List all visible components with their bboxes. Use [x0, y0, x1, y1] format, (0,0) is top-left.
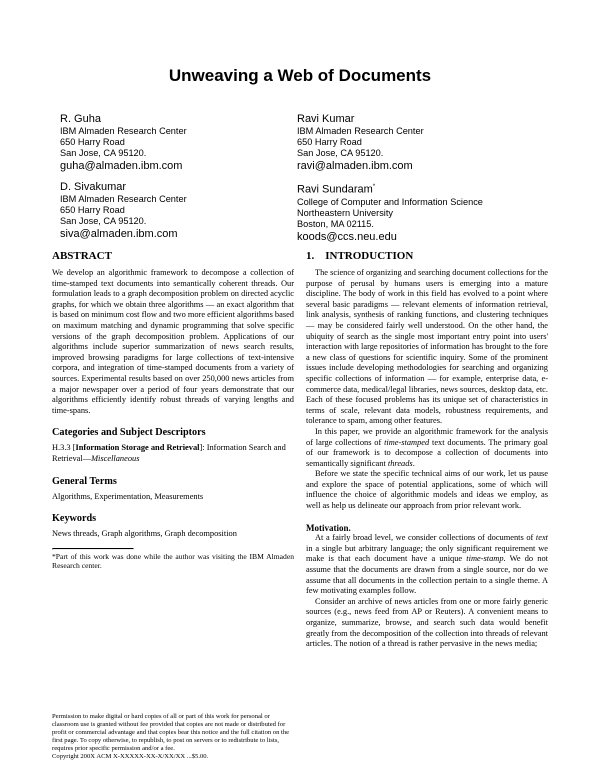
- general-terms-heading: General Terms: [52, 475, 117, 487]
- category-code: H.3.3 [: [52, 443, 76, 453]
- keywords-text: News threads, Graph algorithms, Graph decomposition: [52, 529, 237, 539]
- author-city: San Jose, CA 95120.: [297, 148, 384, 158]
- author-block-1: [60, 113, 300, 173]
- keywords-heading: Keywords: [52, 513, 97, 525]
- author-name: D. Sivakumar: [60, 181, 127, 193]
- permission-text: Permission to make digital or hard copies of all or part of this work for personal or classroom use is granted without fee provided that copies are not made or distributed for profit or commercial advantage and that copies bear this notice and the full citation on the first page. To copy otherwise, to republish, to post on servers or to redistribute to lists, requires prior specific permission and/or a fee.: [52, 713, 290, 753]
- author-affiliation: IBM Almaden Research Center: [297, 126, 424, 136]
- author-name: R. Guha: [60, 113, 101, 125]
- author-affiliation: College of Computer and Information Science: [297, 196, 483, 207]
- author-email[interactable]: ravi@almaden.ibm.com: [297, 160, 413, 172]
- text-run: In this paper, we provide an algorithmic framework for the analysis of large collections of: [306, 426, 548, 447]
- author-name: [297, 181, 537, 197]
- category-italic: Miscellaneous: [91, 453, 140, 463]
- right-column: [306, 250, 548, 650]
- text-run: in a single but arbitrary language; the only significant requirement we make is that each document have a unique: [306, 543, 548, 564]
- footnote: *Part of this work was done while the author was visiting the IBM Almaden Research center.: [52, 551, 294, 570]
- text-run: At a fairly broad level, we consider collections of documents of: [315, 533, 536, 543]
- motivation-paragraph-2: Consider an archive of news articles from one or more fairly generic sources (e.g., news feed from AP or Reuters). A convenient means to organize, summarize, browse, and search such data would benefit greatly from the decomposition of the collection into threads of relevant articles. The notion of a thread is rather pervasive in the news media;: [306, 596, 548, 649]
- author-block-2: [297, 113, 537, 173]
- text-run-italic: text: [535, 533, 548, 543]
- text-run-italic: time-stamped: [384, 437, 430, 447]
- copyright-text: Copyright 200X ACM X-XXXXX-XX-X/XX/XX ...$5.00.: [52, 753, 209, 761]
- author-address: 650 Harry Road: [297, 137, 362, 147]
- author-email[interactable]: siva@almaden.ibm.com: [60, 228, 178, 240]
- abstract-text: We develop an algorithmic framework to decompose a collection of time-stamped text documents into semantically coherent threads. Our formulation leads to a graph decomposition problem on directed acyclic graphs, for which we obtain three algorithms — an exact algorithm that is based on minimum cost flow and two more efficient algorithms based on maximum matching and dynamic programming that solve specific versions of the graph decomposition problem. Applications of our algorithms include superior summarization of news search results, improved browsing paradigms for large collections of text-intensive corpora, and integration of time-stamped documents from a variety of sources. Experimental results based on over 250,000 news articles from a major newspaper over a period of four years demonstrate that our algorithms efficiently identify robust threads of varying lengths and time-spans.: [52, 268, 294, 415]
- author-address: 650 Harry Road: [60, 137, 125, 147]
- text-run-italic: threads: [387, 458, 413, 468]
- author-city: Boston, MA 02115.: [297, 218, 374, 229]
- intro-paragraph-3: Before we state the specific technical aims of our work, let us pause and explore the space of potential applications, some of which will influence the choice of algorithmic models and ideas we employ, as well as help us delineate our approach from prior relevant work.: [306, 469, 548, 511]
- author-city: San Jose, CA 95120.: [60, 216, 147, 226]
- permission-notice: [52, 713, 294, 762]
- author-affiliation: IBM Almaden Research Center: [60, 126, 187, 136]
- text-run: text documents. The primary goal of our framework is to decompose a collection of documents into semantically significant: [306, 437, 548, 468]
- general-terms-text: Algorithms, Experimentation, Measurements: [52, 491, 204, 501]
- author-affiliation: IBM Almaden Research Center: [60, 194, 187, 204]
- author-address: Northeastern University: [297, 207, 393, 218]
- author-address: 650 Harry Road: [60, 205, 125, 215]
- category-bold: Information Storage and Retrieval: [75, 443, 200, 453]
- author-city: San Jose, CA 95120.: [60, 148, 147, 158]
- introduction-heading: 1. INTRODUCTION: [306, 250, 414, 262]
- author-block-3: [60, 181, 300, 241]
- motivation-paragraph-1: [306, 533, 548, 597]
- footnote-rule: [52, 548, 134, 550]
- author-block-4: [297, 181, 537, 244]
- text-run: . We do not assume that the documents are drawn from a single source, nor do we assume that all documents in the collection pertain to a single theme. A few motivating examples follow.: [306, 554, 548, 596]
- footnote-marker: *: [372, 184, 376, 190]
- text-run: .: [412, 458, 415, 468]
- motivation-heading: Motivation.: [306, 522, 351, 533]
- author-name-text: Ravi Sundaram: [297, 183, 373, 196]
- left-column: [52, 250, 294, 570]
- intro-paragraph-1: The science of organizing and searching document collections for the purpose of perusal by humans users is emerging into a mature discipline. The body of work in this field has evolved to a point where several basic paradigms — relevant elements of information retrieval, link analysis, synthesis of ranking functions, and clustering techniques — may be considered fairly well understood. On the other hand, the ubiquity of search as the single most important entry point into users' interaction with large repositories of information has brought to the fore a new class of questions for scientific inquiry. Some of the prominent issues include developing methodologies for searching and organizing specific collections of information — for example, enterprise data, e-commerce data, medical/legal libraries, news sources, desktop data, etc. Each of these focused problems has its unique set of characteristics in terms of scale, relevant data models, robustness requirements, and tolerance to spam, among other features.: [306, 268, 548, 426]
- intro-paragraph-2: [306, 427, 548, 469]
- text-run-italic: time-stamp: [466, 554, 504, 564]
- author-email[interactable]: guha@almaden.ibm.com: [60, 160, 183, 172]
- category-mid: ]: Information Search and Retrieval—: [52, 443, 286, 463]
- author-email[interactable]: koods@ccs.neu.edu: [297, 230, 397, 243]
- categories-text: [52, 443, 294, 464]
- categories-heading: Categories and Subject Descriptors: [52, 427, 206, 439]
- author-name: Ravi Kumar: [297, 113, 355, 125]
- paper-title: Unweaving a Web of Documents: [168, 66, 432, 85]
- abstract-heading: ABSTRACT: [52, 250, 112, 262]
